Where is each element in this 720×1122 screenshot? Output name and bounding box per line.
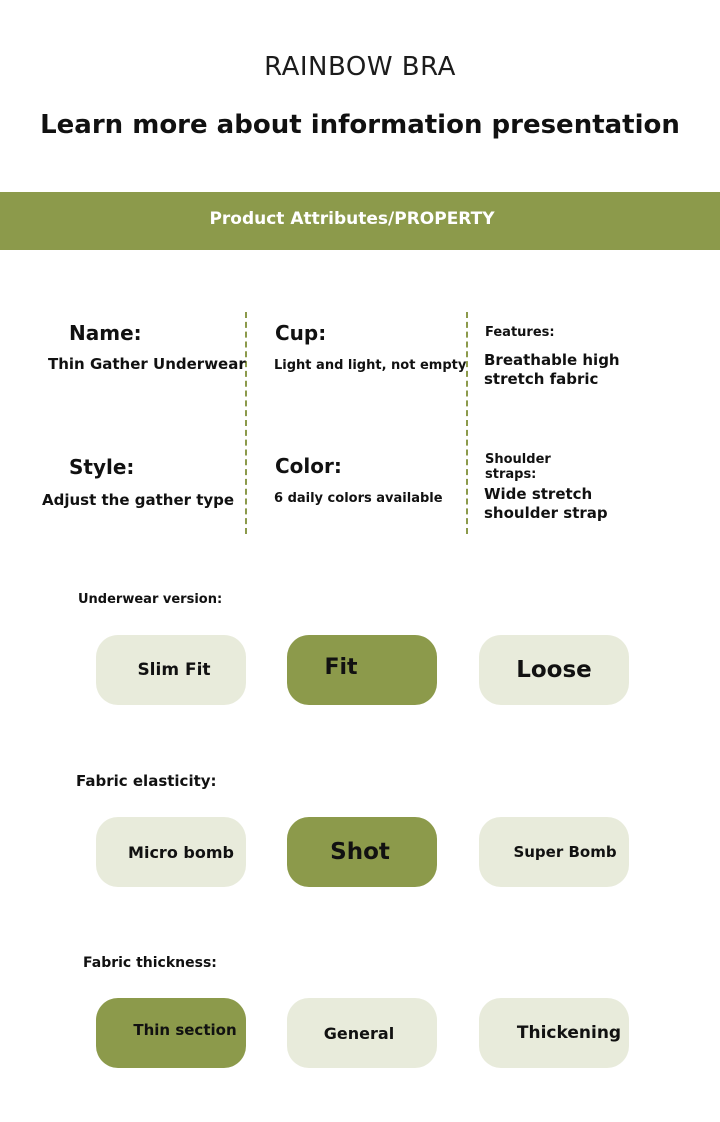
elasticity-option-super-bomb[interactable] bbox=[479, 817, 629, 887]
style-label: Style: bbox=[69, 455, 135, 479]
version-title: Underwear version: bbox=[78, 592, 223, 607]
color-value: 6 daily colors available bbox=[274, 491, 443, 506]
elasticity-option-micro-bomb[interactable] bbox=[96, 817, 246, 887]
grid-divider-left bbox=[245, 312, 247, 534]
elasticity-title: Fabric elasticity: bbox=[76, 772, 217, 790]
straps-label-line1: Shoulder bbox=[485, 452, 551, 467]
name-value: Thin Gather Underwear bbox=[48, 355, 246, 373]
version-option-label: Loose bbox=[516, 657, 592, 683]
thickness-option-label: Thickening bbox=[516, 1023, 622, 1043]
elasticity-option-shot[interactable] bbox=[287, 817, 437, 887]
cup-label: Cup: bbox=[275, 321, 327, 345]
thickness-option-label: Thin section bbox=[133, 1021, 237, 1039]
style-value: Adjust the gather type bbox=[42, 491, 235, 509]
version-option-loose[interactable] bbox=[479, 635, 629, 705]
elasticity-option-label: Shot bbox=[330, 839, 390, 865]
thickness-option-general[interactable] bbox=[287, 998, 437, 1068]
straps-value-line2: shoulder strap bbox=[484, 504, 608, 522]
page-headline: Learn more about information presentation bbox=[40, 110, 680, 140]
thickness-option-thin-section[interactable] bbox=[96, 998, 246, 1068]
version-option-slim-fit[interactable] bbox=[96, 635, 246, 705]
grid-divider-right bbox=[466, 312, 468, 534]
version-option-label: Fit bbox=[324, 654, 358, 680]
version-option-label: Slim Fit bbox=[137, 660, 211, 680]
features-label: Features: bbox=[485, 325, 555, 340]
brand-title: RAINBOW BRA bbox=[264, 52, 456, 82]
features-value-line1: Breathable high bbox=[484, 351, 620, 369]
elasticity-option-label: Super Bomb bbox=[513, 843, 617, 861]
features-value-line2: stretch fabric bbox=[484, 370, 599, 388]
thickness-option-label: General bbox=[323, 1023, 395, 1043]
thickness-option-thickening[interactable] bbox=[479, 998, 629, 1068]
name-label: Name: bbox=[69, 321, 142, 345]
elasticity-option-label: Micro bomb bbox=[128, 842, 234, 862]
straps-value-line1: Wide stretch bbox=[484, 485, 593, 503]
color-label: Color: bbox=[275, 454, 342, 478]
cup-value: Light and light, not empty bbox=[274, 358, 467, 373]
straps-label-line2: straps: bbox=[485, 467, 537, 482]
thickness-title: Fabric thickness: bbox=[83, 955, 217, 971]
banner-label: Product Attributes/PROPERTY bbox=[209, 209, 495, 229]
attributes-banner bbox=[0, 192, 720, 250]
version-option-fit[interactable] bbox=[287, 635, 437, 705]
